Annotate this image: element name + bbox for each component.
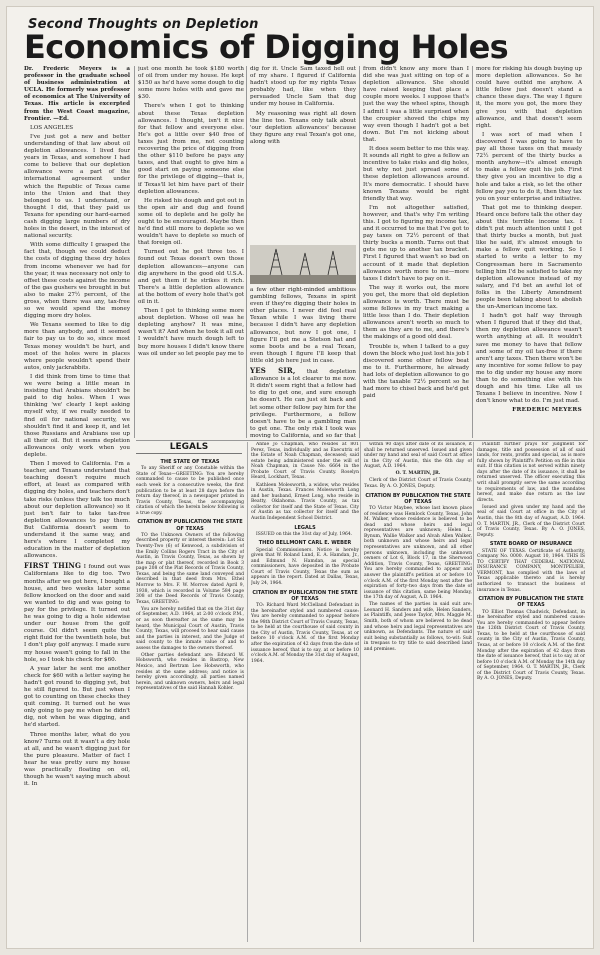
legals-column-4: Plaintiff further prays for judgment for damages, title and possession of all of said lands, for rents, profits and special, as is more fully shown by Plaintiff's Petition on file in this suit. If this citation is not served within ninety days after the date of its issuance, it shall be returned unserved. The officer executing this writ shall promptly serve the same according to requirements of law, and the mandates hereof, and make due return as the law directs. Issued and given under my hand and the seal of said Court at office in the City of Austin, this the 8th day of August, A.D. 1964. O. T. MARTIN, JR., Clerk of the District Court of Travis County, Texas. By A. O. JONES, Deputy. STATE BOARD OF INSURANCE STATE OF TEXAS. Certificate of Authority, Company No. 0000. August 10, 1964. THIS IS TO CERTIFY THAT CEDERAL NATIONAL INSURANCE COMPANY, MONTPELIER, VERMONT, has complied with the laws of Texas applicable thereto and is hereby authorized to transact the business of insurance in Texas. CITATION BY PUBLICATION THE STATE OF TEXAS TO Elliot Thomas Chadwick, Defendant, in the hereinafter styled and numbered cause: You are hereby commanded to appear before the 126th District Court of Travis County, Texas, to be held at the courthouse of said county in the City of Austin, Travis County, Texas, at or before 10 o'clock A.M. of the first Monday after the expiration of 42 days from the date of issuance hereof, that is to say, at or before 10 o'clock A.M. of Monday the 14th day of September, 1964. O. T. MARTIN, JR., Clerk of the District Court of Travis County, Texas. By A. O. JONES, Deputy. — [477, 442, 585, 682]
paragraph: With some difficulty I grasped the fact that, though we could deduct the costs of digging these dry holes from income whenever we had for the year, it was necessary not only to offset these costs against the income of the gas gushers we brought in but also to make 27½ percent, of the gross, when there was any, tax-free so we would spend the money digging more dry holes. — [24, 242, 130, 320]
paragraph: more for risking his dough buying up more depletion allowances. So he could have outbid me anyhow. A little fellow just doesn't stand a chance these days. The way I figure it, the more you got, the more they give you with that depletion allowance, and that doesn't seem right. — [476, 66, 582, 129]
headline: Economics of Digging Holes — [24, 28, 509, 66]
paragraph: It does seem better to me this way. It sounds all right to give a fellow an incentive to take risks and dig holes, but why not just spread some of these depletion allowances around. It's more democratic. I should have known Texans would be right friendly that way. — [363, 146, 469, 202]
article-column-4 — [363, 66, 469, 438]
article-column-3a — [250, 66, 356, 242]
paragraph: I was sort of mad when I discovered I was going to have to pay all those taxes on that measly 72½ percent of the thirty bucks a month anyhow—it's almost enough to make a fellow quit his job. First they give you an incentive to dig a hole and take a risk, so let the other fellow pay you to do it, then they tax you on your enterprise and initiative. — [476, 131, 582, 202]
paragraph: The way it works out, the more you get, the more that old depletion allowance is worth. There must be some fellows in my tract making a little less than I do. Their depletion allowances aren't worth so much to them as they are to me, and there's the makings of a good old deal. — [363, 284, 469, 341]
paragraph: We Texans seemed to like to dig more than anybody, and it seemed fair to pay us to do so, since most Texas money wouldn't be hurt, and most of the holes were in places where people wouldn't spend their autos, only jackrabbits. — [24, 322, 130, 371]
paragraph: My reasoning was right all down the line too. Texans only talk about 'our depletion allowances' because they figure any real Texan's got one, along with — [250, 110, 356, 145]
paragraph: Then I got to thinking some more about depletion. Whose oil was he depleting anyhow? It was mine, wasn't it? And when he took it all out I wouldn't have much dough left to buy more houses I didn't know there was oil under so let people pay me to — [138, 308, 244, 357]
paragraph: just one month he took $180 worth of oil from under my house. He kept $150 as he'd have some dough to dig some more holes with and gave me $30. — [138, 66, 244, 101]
paragraph: A year later he sent me another check for $60 with a letter saying he hadn't got round to digging yet, but he still figured to. But just when I got to counting on these checks they quit coming. It turned out he was only going to pay me when he didn't dig, not when he was digging, and he'd started. — [24, 665, 130, 729]
article-column-1 — [24, 66, 130, 942]
article-column-5 — [476, 66, 582, 438]
oil-derrick-icon — [250, 245, 356, 284]
newspaper-page — [6, 6, 594, 949]
paragraph: from didn't know any more than I did she was just sitting on top of a depletion allowance. She should have raised keeping that place a couple more weeks. I suppose that's just the way the wheel spins, though I admit I was a little surprised when the croupier shoved the chips my way even though I hadn't got a bet down. But I'm not kicking about that. — [363, 66, 469, 143]
article-column-3b — [250, 287, 356, 438]
section-divider — [136, 440, 588, 441]
paragraph: I'm not altogether satisfied, however, and that's why I'm writing this. I got to figuring my income tax, and it occurred to me that I've got to pay taxes on 72½ percent of that thirty bucks a month. Turns out that gets me up to another tax bracket. First I figured that wasn't so bad on account of it made that depletion allowance worth more to me—more taxes I didn't have to pay on it. — [363, 204, 469, 282]
paragraph: That got me to thinking deeper. Heard once before talk the other day about this terrible income tax. I didn't put much attention until I got that thirty bucks a month, but just like he said, it's almost enough to make a fellow quit working. So I started to write a letter to my Congressman here in Sacramento telling him I'd be satisfied to take my depletion allowance instead of my salary, and I'd bet an awful lot of folks in the Liberty Amendment people been talking about to abolish the un-American income tax. — [476, 204, 582, 311]
column-rule — [247, 442, 248, 942]
column-rule — [359, 66, 360, 438]
author-signature: FREDERIC MEYERS — [512, 407, 582, 414]
legals-header: LEGALS — [136, 442, 242, 454]
kicker: Second Thoughts on Depletion — [28, 17, 259, 32]
legal-notices — [136, 442, 594, 944]
section-lead: FIRST THING — [24, 561, 82, 571]
legals-column-3: within 90 days after date of its issuance, it shall be returned unserved. Issued and given under my hand and seal of said Court at office in the City of Austin, this the 6th day of August, A.D. 1964. O. T. MARTIN, JR. Clerk of the District Court of Travis County, Texas. By A. O. JONES, Deputy. CITATION BY PUBLICATION THE STATE OF TEXAS TO Victor Maybee, whose last known place of residence was Hemlock County, Texas, John M. Walker, whose residence is believed to be dead and whose heirs and legal representatives are unknown; Helen L. Bynum, Wallie Walker and Alvah Allen Walker, both unknown and whose heirs and legal representatives are unknown, and all other persons unknown, including the unknown owners of Lot 6, Block 17, in the Sherwood Addition, Travis County, Texas, GREETING: You are hereby commanded to appear and answer the plaintiff's petition at or before 10 o'clock A.M. of the first Monday next after the expiration of forty-two days from the date of issuance of this citation, same being Monday, the 17th day of August, A.D. 1964. The names of the parties in said suit are: Leonard H. Sanders and wife, Helen Sanders, as Plaintiffs, and Jesse Taylor, Mrs. Maggie M. Smith, both of whom are believed to be dead and whose heirs and legal representatives are unknown, as Defendants. The nature of said suit being substantially as follows, to-wit: Suit in trespass to try title to said described land and premises. — [364, 442, 472, 652]
photo-caption-text: a few other right-minded ambitious gambling fellows, Texans in spirit even if they're digging their holes in other places. I never did feel real Texan while I was living there because I didn't have any depletion allowance, but now I got one, I figure I'll get me a Stetson hat and some boots and be a real Texan, even though I figure I'll keep that little old job here just in case. — [250, 287, 356, 364]
paragraph: I've just got a new and better understanding of that law about oil depletion allowances. I lived four years in Texas, and somehow I had come to believe that our depletion allowance were a part of the international agreement under which the Republic of Texas came into the Union and that they belonged to us. I understand, or thought I did, that they paid us Texans for spending our hard-earned cash digging large numbers of dry holes in the desert, in the interest of national security. — [24, 133, 130, 240]
column-rule — [134, 66, 135, 438]
paragraph: Three months later, what do you know? Turns out it wasn't a dry hole at all, and he wasn't digging just for the pure pleasure. Matter of fact I hear he was pretty sure my house was practically floating on oil, though he wasn't saying much about it. In — [24, 731, 130, 788]
legals-column-1: THE STATE OF TEXAS To any Sheriff or any Constable within the State of Texas—GREETING: You are hereby commanded to cause to be published once each week for a consecutive weeks, the first publication to be at least 28 days before the return day thereof, in a newspaper printed in Travis County, Texas, the accompanying citation of which the herein below following is a true copy. CITATION BY PUBLICATION THE STATE OF TEXAS TO the Unknown Owners of the following described property or interest therein: Lot Six Twenty-Two (6) of Kenwood, a subdivision of the Emily Collins Rogers Tract in the City of Austin, in Travis County, Texas, as shown by the map or plat thereof, recorded in Book 3 page 208 of the Plat Records of Travis County, Texas, and being the same land conveyed and described in that deed from Mrs. Ethel Morrow to Mrs. F. W. Morrow dated April 9, 1938, which is recorded in Volume 584 page 308 of the Deed Records of Travis County, Texas, GREETING: You are hereby notified that on the 31st day of September, A.D. 1964, at 2:00 o'clock P.M., or as soon thereafter as the same may be heard, the Municipal Court of Austin, Travis County, Texas, will proceed to hear said cause and the parties in interest, and the Judge of said county to the inmate value of and to assess the damages to the owners thereof. Other parties defendant are: Edward W. Hobsworth, who resides in Bastrop, New Mexico, and Bertram Lee Hobsworth, who resides at the same address; and notice is hereby given accordingly, all parties named herein, and unknown owners, heirs and legal representatives of the said Hannah Kohler. — [136, 459, 244, 692]
column-rule — [360, 442, 361, 942]
column-rule — [472, 66, 473, 438]
paragraph: There's when I got to thinking about these Texas depletion allowances. I thought, isn't it nice for that fellow and everyone else. He's got a little over $40 free of taxes just from me, not counting recovering the price of digging from the other $110 before he pays any taxes, and that ought to give him a good start on paying someone else for the privilege of digging—that is, if Texas'll let him have part of their depletion allowances. — [138, 103, 244, 195]
article-column-2 — [138, 66, 244, 438]
paragraph: I did think from time to time that we were being a little mean in insisting that Arabians shouldn't be paid to dig holes. When I was thinking 'we' clearly I kept asking myself why, if we really needed to find oil for national security, we shouldn't find it and keep it, and let those Russians and Arabians use up all their oil. But it seems depletion allowances only work when you deplete. — [24, 373, 130, 458]
column-rule — [473, 442, 474, 942]
paragraph: YES SIR, that depletion allowance is a lot clearer to me now. It didn't seem right that a fellow had to dig to get one, and sure enough he doesn't. He can just sit back and let some other fellow pay him for the privilege. Furthermore, a fellow doesn't have to be a gambling man to get one. The only risk I took was moving to California, and so far that — [250, 366, 356, 438]
column-rule — [246, 66, 247, 438]
paragraph: FIRST THING I found out was Californians like to dig too. Two months after we got here, I bought a house, and two weeks later some fellow knocked on the door and said we wanted to dig and was going to pay for the privilege. It turned out he was going to dig a hole sidewise under our house from the golf course. Oil didn't seem quite the right fluid for the twentieth hole, but I don't play golf anyway. I made sure my house wasn't going to fall in the hole, so I took his check for $60. — [24, 561, 130, 663]
author-intro: Dr. Frederic Meyers is a professor in the graduate school of business administration at UCLA. He formerly was professor of economics at The University of Texas. His article is excerpted from the West Coast magazine, Frontier. —Ed. — [24, 66, 130, 122]
paragraph: Trouble is, when I talked to a guy down the block who just lost his job I discovered some other fellow beat me to it. Furthermore, he already had lots of depletion allowance to go with the taxable 72½ percent so he had more to chisel back and he'd get paid — [363, 343, 469, 400]
paragraph: He risked his dough and got out in the open air and dug and found some oil to deplete and he golly he ought to be encouraged. Maybe then he'd find still more to deplete so we wouldn't have to deplete so much of that foreign oil. — [138, 197, 244, 247]
paragraph: I hadn't got half way through when I figured that if they did that, then my depletion allowance wasn't worth anything at all. It wouldn't save me money to have that fellow and some of my oil tax-free if there aren't any taxes. Then there won't be any incentive for some fellow to pay me to dig under my house any more than to do something else with his dough and his time. Like all us Texans I believe in incentive. Now I don't know what to do. I'm just mad. — [476, 313, 582, 405]
oil-derrick-photo — [250, 245, 356, 284]
paragraph: Then I moved to California. I'm a teacher, and Texans understand that teaching doesn't require much effort, at least as compared with digging dry holes, and teachers don't take risks (unless they talk too much about our depletion allowance) so it just isn't fair to take tax-free depletion allowances to pay them. But California doesn't seem to understand it the same way, and here's where I completed my education in the matter of depletion allowances. — [24, 461, 130, 560]
paragraph: Turned out he got three too. I found out Texas doesn't own those depletion allowances—anyone can dig anywhere in the good old U.S.A. and get them if he strikes it rich. There's a little depletion allowance at the bottom of every hole that's got oil in it. — [138, 249, 244, 305]
section-lead: YES SIR, — [250, 366, 296, 376]
paragraph: dig for it. Uncle Sam taxed hell out of my share. I figured if California hadn't stood up for my rights Texas probably had, like when they persuaded Uncle Sam that dug under my house in California. — [250, 66, 356, 108]
dateline: LOS ANGELES — [30, 124, 74, 131]
legals-column-2: Annie Jo Chapman, who resides at 801 Perez, Texas, individually and as Executrix of the Estate of Noah Chapman, deceased; said estate being administered under the will of Noah Chapman, in Cause No. 6664 in the Probate Court of Travis County. Roselyn Heard, Lockhart, Texas. Kathleen Molesworth, a widow, who resides in Austin, Texas. Frances Molesworth Long and her husband, Ernest Long, who reside in Beatty, Oklahoma. Travis County, as tax collector for itself and the State of Texas. City of Austin as tax collector for itself and the Austin Independent School District. LEGALS ISSUED on this the 31st day of July, 1964. THEO BELLMONT CARL E. WEBER Special Commissioners. Notice is hereby given that W. Roland Lund, E. A. Hamdan, Jr., and Edmund N. Hamdan, as special commissioners, have deposited in the Probate Court of Travis County, Texas the sum as appears in the report. Dated at Dallas, Texas, July 24, 1964. CITATION BY PUBLICATION THE STATE OF TEXAS TO: Richard Ward McClelland Defendant in the hereinafter styled and numbered cause: You are hereby commanded to appear before the 98th District Court of Travis County, Texas, to be held at the courthouse of said county in the City of Austin, Travis County, Texas, at or before 10 o'clock A.M. of the first Monday after the expiration of 42 days from the date of issuance hereof, that is to say, at or before 10 o'clock A.M. of Monday the 31st day of August, 1964. — [251, 442, 359, 664]
